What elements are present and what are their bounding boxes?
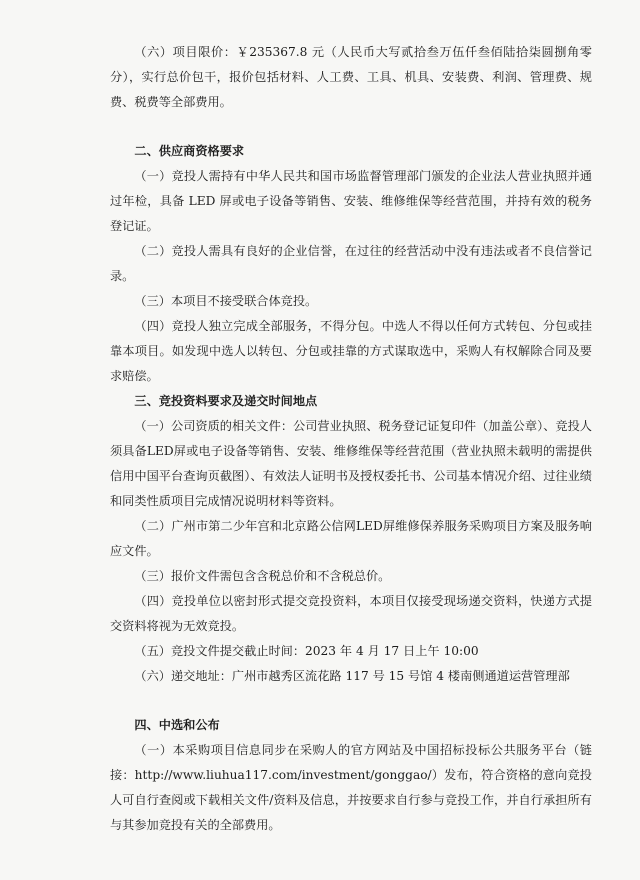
section-2-heading: 二、供应商资格要求 <box>134 144 245 158</box>
paragraph-qualification-1: （一）竞投人需持有中华人民共和国市场监督管理部门颁发的企业法人营业执照并通过年检，具备 LED 屏或电子设备等销售、安装、维修维保等经营范围，并持有效的税务登记证。 <box>110 169 592 233</box>
paragraph-documents-2: （二）广州市第二少年宫和北京路公信网LED屏维修保养服务采购项目方案及服务响应文件。 <box>110 519 592 558</box>
paragraph-documents-4: （四）竞投单位以密封形式提交竞投资料，本项目仅接受现场递交资料，快递方式提交资料将视为无效竞投。 <box>110 594 592 633</box>
paragraph-publication: （一）本采购项目信息同步在采购人的官方网站及中国招标投标公共服务平台（链接：http://www.liuhua117.com/investment/gonggao/）发布，符合资格的意向竞投人可自行查阅或下载相关文件/资料及信息，并按要求自行参与竞投工作，并自行承担所有与其参加竞投有关的全部费用。 <box>110 743 592 832</box>
paragraph-address: （六）递交地址：广州市越秀区流花路 117 号 15 号馆 4 楼南侧通道运营管理部 <box>134 669 570 683</box>
section-4-heading: 四、中选和公布 <box>134 718 220 732</box>
section-3-heading: 三、竞投资料要求及递交时间地点 <box>134 394 318 408</box>
paragraph-price-limit: （六）项目限价：￥235367.8 元（人民币大写贰拾叁万伍仟叁佰陆拾柒圆捌角零分），实行总价包干，报价包括材料、人工费、工具、机具、安装费、利润、管理费、规费、税费等全部费用。 <box>110 45 592 109</box>
paragraph-documents-1: （一）公司资质的相关文件：公司营业执照、税务登记证复印件（加盖公章）、竞投人须具备LED屏或电子设备等销售、安装、维修维保等经营范围（营业执照未载明的需提供信用中国平台查询页截图）、有效法人证明书及授权委托书、公司基本情况介绍、过往业绩和同类性质项目完成情况说明材料等资料。 <box>110 419 592 508</box>
paragraph-qualification-4: （四）竞投人独立完成全部服务，不得分包。中选人不得以任何方式转包、分包或挂靠本项目。如发现中选人以转包、分包或挂靠的方式谋取选中，采购人有权解除合同及要求赔偿。 <box>110 319 592 383</box>
paragraph-documents-3: （三）报价文件需包含含税总价和不含税总价。 <box>134 569 391 583</box>
paragraph-qualification-3: （三）本项目不接受联合体竞投。 <box>134 294 318 308</box>
paragraph-qualification-2: （二）竞投人需具有良好的企业信誉，在过往的经营活动中没有违法或者不良信誉记录。 <box>110 244 592 283</box>
paragraph-deadline: （五）竞投文件提交截止时间：2023 年 4 月 17 日上午 10:00 <box>134 644 479 658</box>
